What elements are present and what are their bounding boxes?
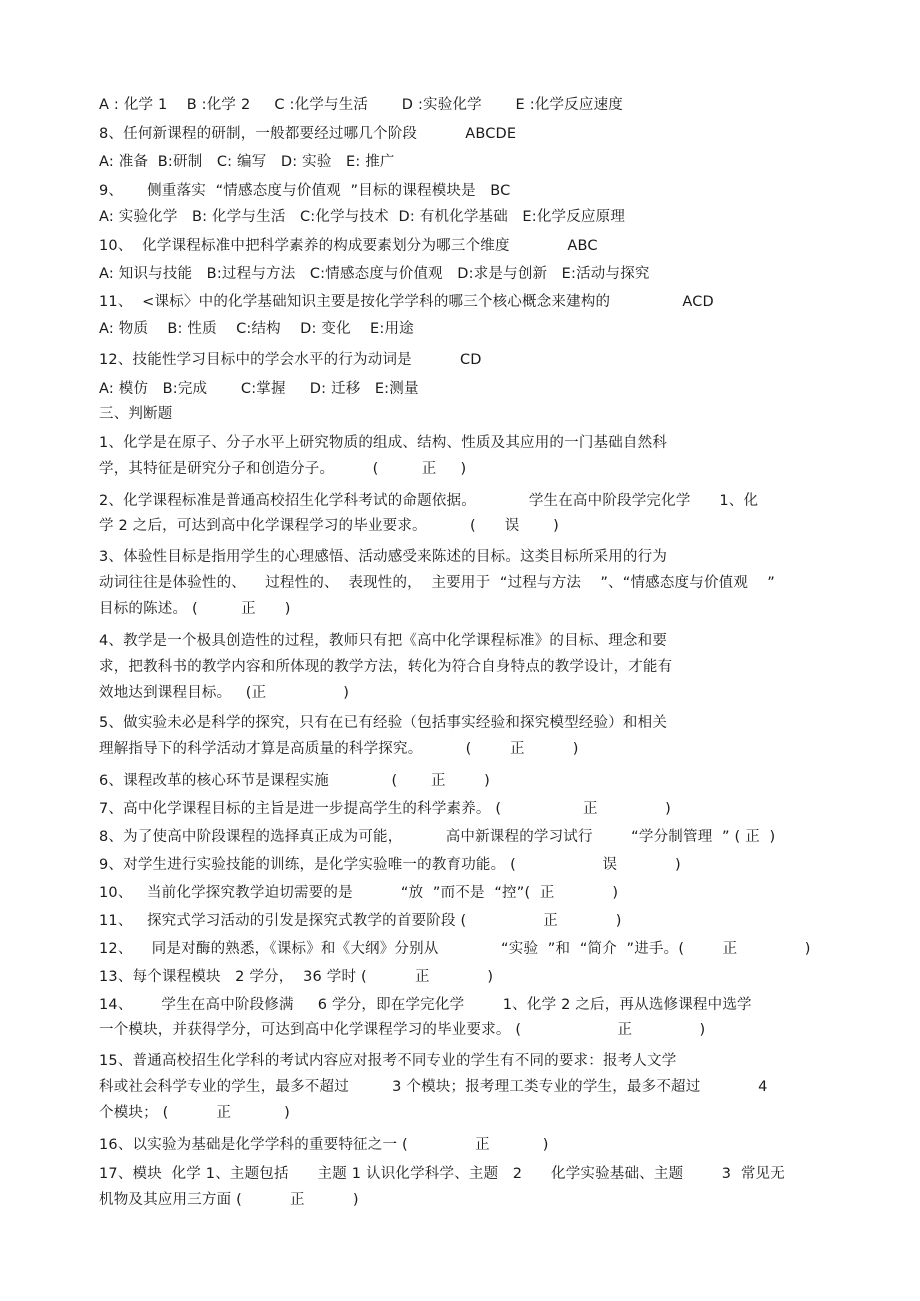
text-line: A: 准备 B:研制 C: 编写 D: 实验 E: 推广 — [99, 154, 395, 170]
text-line: A: 物质 B: 性质 C:结构 D: 变化 E:用途 — [99, 321, 414, 337]
text-line: A: 知识与技能 B:过程与方法 C:情感态度与价值观 D:求是与创新 E:活动与探究 — [99, 266, 650, 282]
text-line: 15、普通高校招生化学科的考试内容应对报考不同专业的学生有不同的要求：报考人文学 — [99, 1053, 677, 1069]
text-line: 理解指导下的科学活动才算是高质量的科学探究。 ( 正 ) — [99, 741, 579, 757]
text-line: 5、做实验未必是科学的探究，只有在已有经验（包括事实经验和探究模型经验）和相关 — [99, 715, 668, 731]
text-line: 科或社会科学专业的学生，最多不超过 3 个模块；报考理工类专业的学生，最多不超过 4 — [99, 1079, 768, 1095]
text-line: 8、任何新课程的研制，一般都要经过哪几个阶段 ABCDE — [99, 126, 517, 142]
text-line: 13、每个课程模块 2 学分， 36 学时 ( 正 ) — [99, 969, 494, 985]
text-line: 2、化学课程标准是普通高校招生化学科考试的命题依据。 学生在高中阶段学完化学 1、化 — [99, 493, 759, 509]
text-line: 8、为了使高中阶段课程的选择真正成为可能， 高中新课程的学习试行 “学分制管理 ” ( 正 ) — [99, 829, 776, 845]
text-line: 14、 学生在高中阶段修满 6 学分，即在学完化学 1、化学 2 之后，再从选修课程中选学 — [99, 997, 752, 1013]
text-line: 效地达到课程目标。 (正 ) — [99, 685, 350, 701]
text-line: 机物及其应用三方面 ( 正 ) — [99, 1192, 359, 1208]
text-line: 11、 <课标〉中的化学基础知识主要是按化学学科的哪三个核心概念来建构的 ACD — [99, 294, 714, 310]
section-heading: 三、判断题 — [99, 406, 173, 422]
text-line: 9、 侧重落实 “情感态度与价值观 ”目标的课程模块是 BC — [99, 183, 511, 199]
text-line: 10、 当前化学探究教学迫切需要的是 “放 ”而不是 “控”( 正 ) — [99, 885, 619, 901]
text-line: 学，其特征是研究分子和创造分子。 ( 正 ) — [99, 461, 467, 477]
text-line: 11、 探究式学习活动的引发是探究式教学的首要阶段 ( 正 ) — [99, 913, 622, 929]
text-line: 4、教学是一个极具创造性的过程，教师只有把《高中化学课程标准》的目标、理念和要 — [99, 633, 668, 649]
text-line: 3、体验性目标是指用学生的心理感悟、活动感受来陈述的目标。这类目标所采用的行为 — [99, 549, 668, 565]
text-line: 9、对学生进行实验技能的训练，是化学实验唯一的教育功能。 ( 误 ) — [99, 857, 681, 873]
text-line: 12、技能性学习目标中的学会水平的行为动词是 CD — [99, 352, 482, 368]
text-line: 学 2 之后，可达到高中化学课程学习的毕业要求。 ( 误 ) — [99, 518, 559, 534]
text-line: 17、模块 化学 1、主题包括 主题 1 认识化学科学、主题 2 化学实验基础、主题 3 常见无 — [99, 1166, 785, 1182]
text-line: 目标的陈述。 ( 正 ) — [99, 601, 291, 617]
text-line: 动词往往是体验性的、 过程性的、 表现性的， 主要用于 “过程与方法 ”、“情感态度与价值观 ” — [99, 575, 776, 591]
text-line: A: 模仿 B:完成 C:掌握 D: 迁移 E:测量 — [99, 381, 419, 397]
text-line: 10、 化学课程标准中把科学素养的构成要素划分为哪三个维度 ABC — [99, 238, 598, 254]
text-line: A : 化学 1 B :化学 2 C :化学与生活 D :实验化学 E :化学反应速度 — [99, 97, 623, 113]
text-line: 一个模块，并获得学分，可达到高中化学课程学习的毕业要求。 ( 正 ) — [99, 1022, 706, 1038]
text-line: 7、高中化学课程目标的主旨是进一步提高学生的科学素养。 ( 正 ) — [99, 801, 671, 817]
text-line: 6、课程改革的核心环节是课程实施 ( 正 ) — [99, 773, 490, 789]
text-line: 16、以实验为基础是化学学科的重要特征之一 ( 正 ) — [99, 1137, 549, 1153]
text-line: 1、化学是在原子、分子水平上研究物质的组成、结构、性质及其应用的一门基础自然科 — [99, 435, 668, 451]
text-line: A: 实验化学 B: 化学与生活 C:化学与技术 D: 有机化学基础 E:化学反应原理 — [99, 209, 626, 225]
text-line: 个模块； ( 正 ) — [99, 1105, 291, 1121]
text-line: 12、 同是对酶的熟悉，《课标》和《大纲》分别从 “实验 ”和 “简介 ”进手。( 正 ) — [99, 941, 811, 957]
text-line: 求，把教科书的教学内容和所体现的教学方法，转化为符合自身特点的教学设计，才能有 — [99, 659, 673, 675]
